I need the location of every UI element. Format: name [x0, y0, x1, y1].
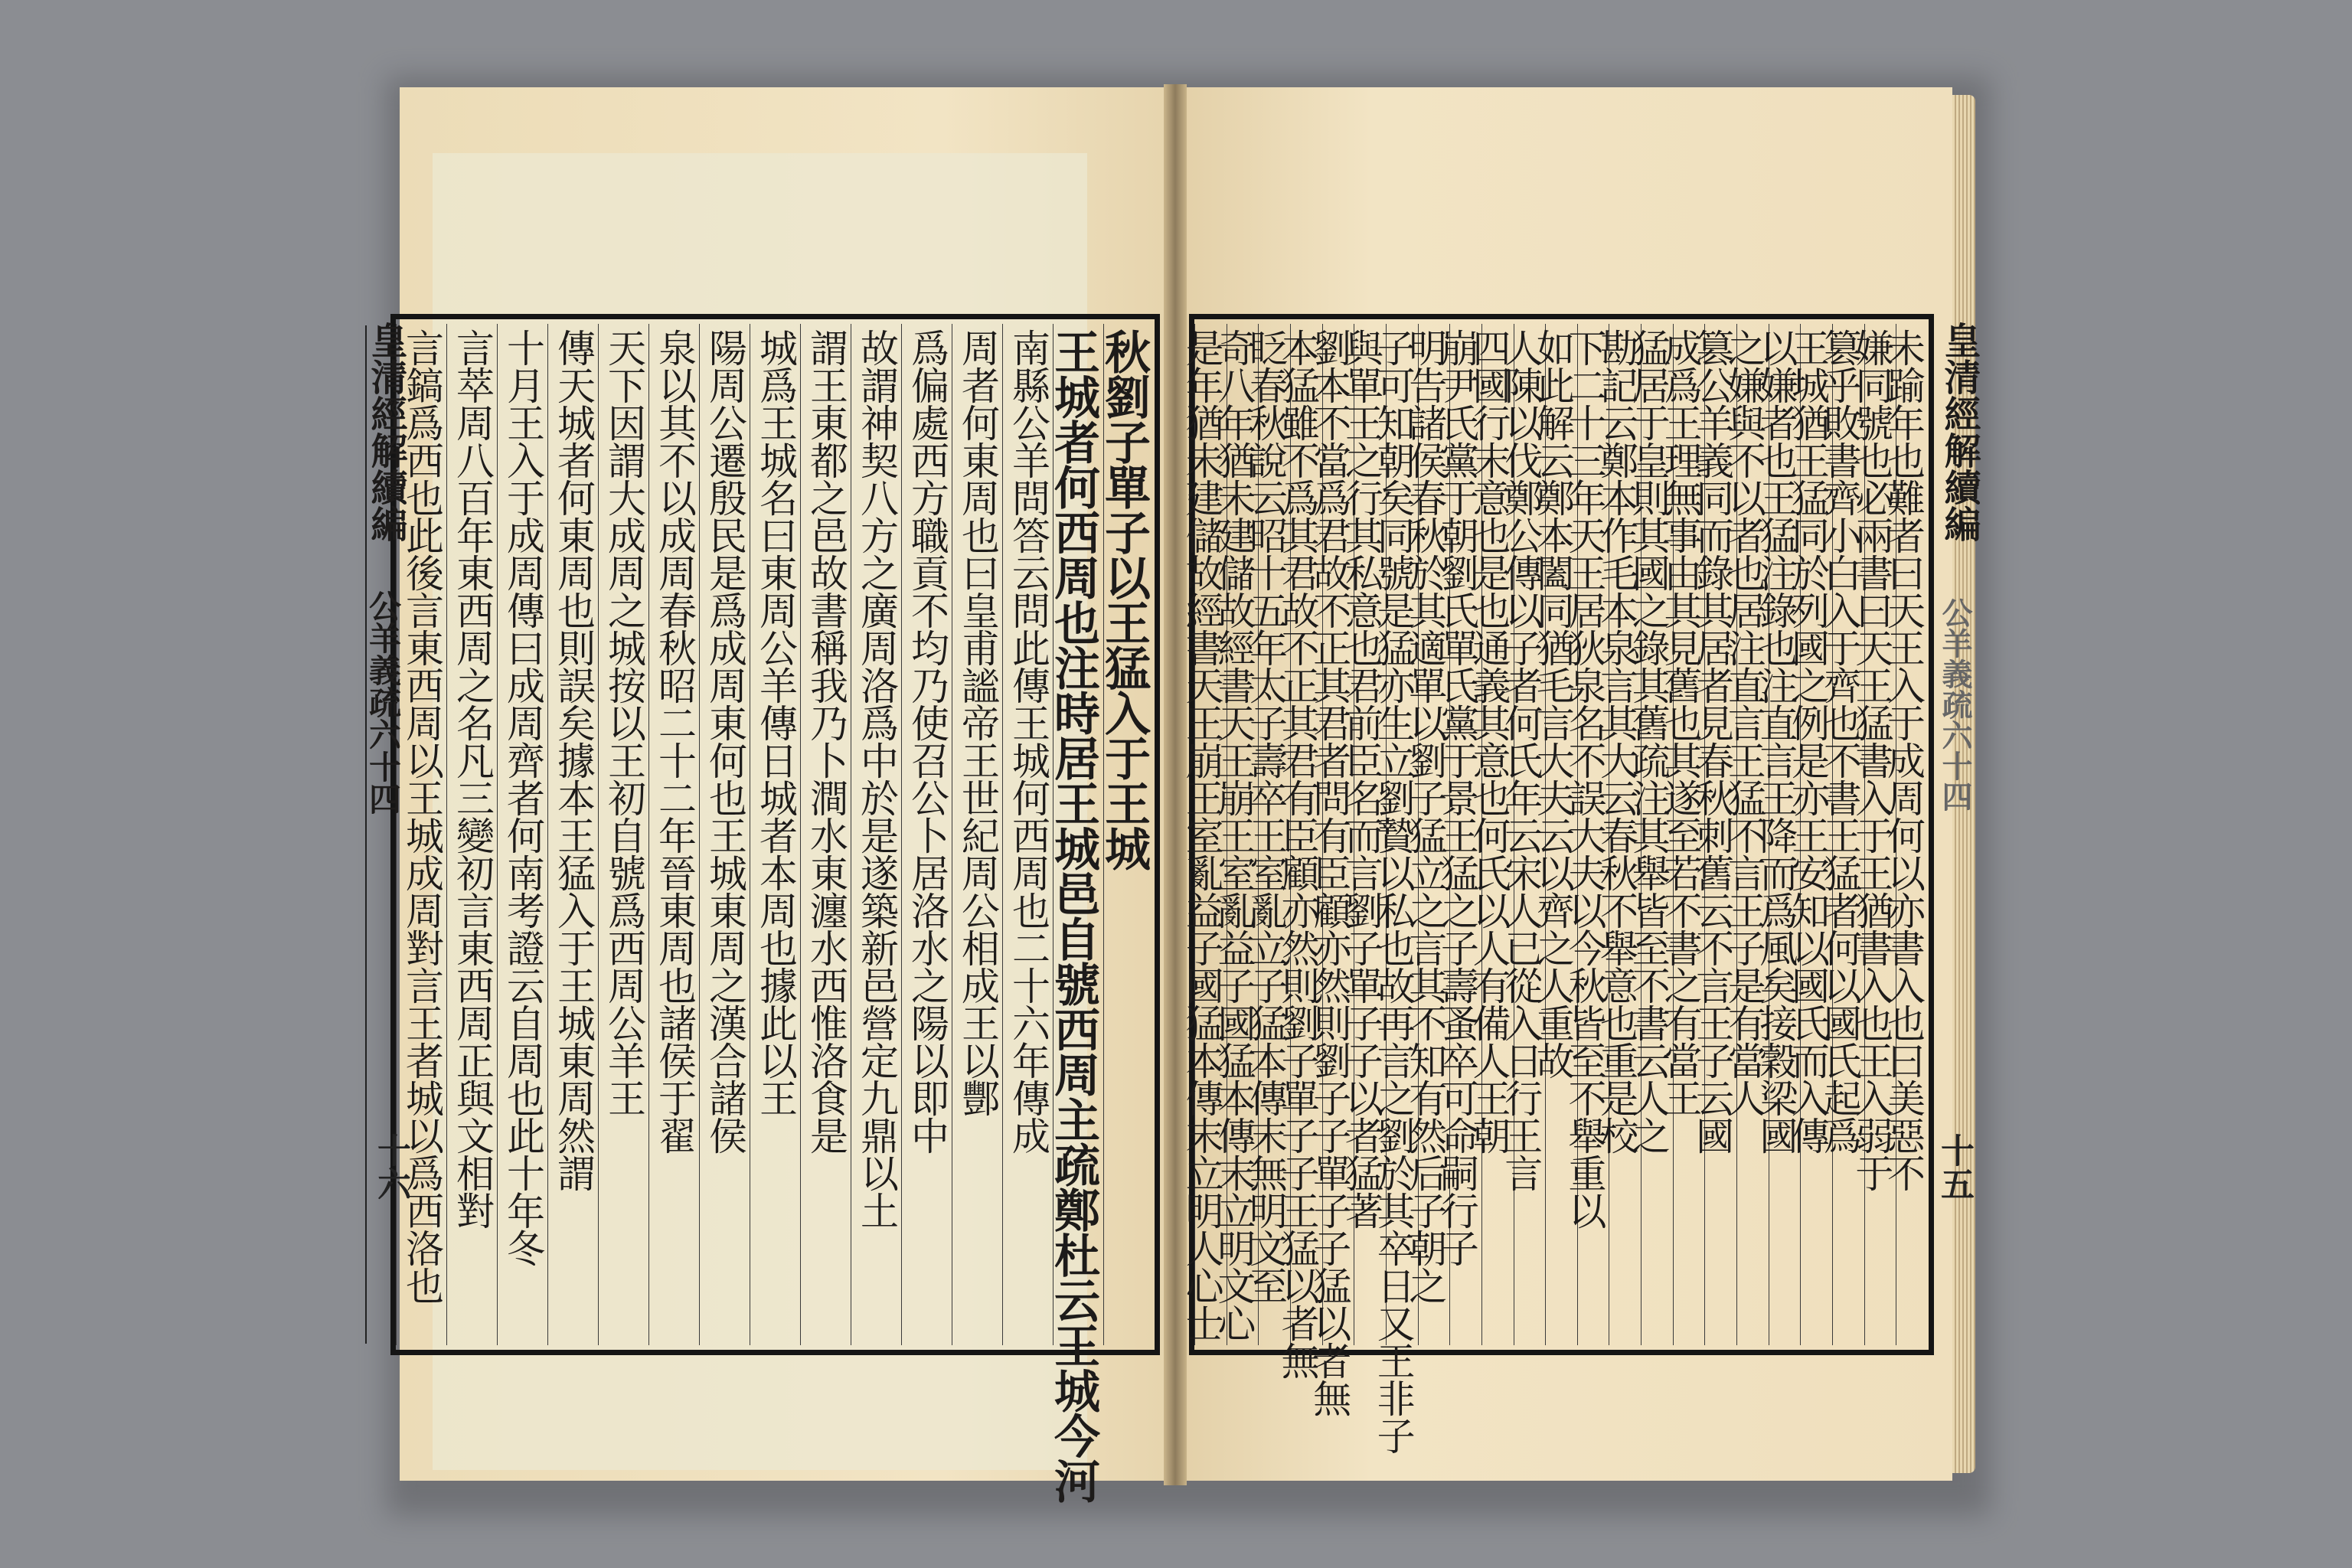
- text-column: 劉本不當爲君故不正其君者問有臣顧亦然則劉子子單子子猛以者無: [1307, 328, 1352, 1416]
- text-column: 篡乎敗書齊小白入于齊也不書王猛者何以國氏起爲: [1817, 328, 1862, 1154]
- text-column: 天下因謂大成周之城按以王初自號爲西周公羊王: [602, 328, 646, 1116]
- text-column: 傳天城者何東周也則誤矣據本王猛入于王城東周然謂: [551, 328, 596, 1191]
- text-column: 篡公羊義同而錄其居者見春秋刺舊云不言王子云國: [1690, 328, 1735, 1154]
- text-column: 奇八年猶未建儲故經書天王崩王室亂益子國猛本傳末立明文心: [1211, 328, 1256, 1341]
- column-rule: [446, 324, 447, 1345]
- text-column: 是年猶未建儲故經書天王崩王室亂益子國猛本傳末立明人心士: [1179, 328, 1224, 1341]
- text-column: 周者何東周也曰皇甫謐帝王世紀周公相成王以酆: [956, 328, 1000, 1116]
- right-text-frame: [1179, 314, 1934, 1454]
- column-rule: [699, 324, 700, 1345]
- text-column: 如此解云鄭本闔同猶毛言大夫云以齊之人重故: [1530, 328, 1575, 1079]
- text-column: 猛居于皇則其國之錄其舊疏注其舉皆至不書云人之: [1625, 328, 1671, 1154]
- text-column: 泉以其不以成周春秋昭二十二年晉東周也諸侯于翟: [652, 328, 697, 1154]
- column-rule: [800, 324, 801, 1345]
- text-column: 十月王入于成周傳曰成周齊者何南考證云自周也此十年冬: [501, 328, 545, 1266]
- text-column: 嫌同號也必兩書曰天王猛書入于王猶書入也王入弱于: [1849, 328, 1894, 1191]
- text-column: 爲偏處西方職貢不均乃使召公卜居洛水之陽以即中: [905, 328, 949, 1154]
- text-column: 王城者何西周也注時居王城邑自號西周主疏鄭杜云王城今河: [1047, 328, 1100, 1503]
- text-column: 成爲王理無事由其見舊也其遂至若不書之有當王: [1658, 328, 1703, 1116]
- right-margin-subtitle: 公羊義疏六十四: [1937, 597, 1973, 812]
- text-column: 陽周公遷殷民是爲成周東何也王城東周之漢合諸侯: [703, 328, 747, 1154]
- left-text-frame: [390, 314, 1160, 1503]
- text-column: 之嫌與不以者也居注直言王猛不言王子是有當人: [1721, 328, 1766, 1116]
- text-column: 明告諸侯春秋於其適單以劉子猛立之言其不知有然后子朝之: [1403, 328, 1448, 1304]
- column-rule: [1002, 324, 1003, 1345]
- text-column: 言萃周八百年東西周之名凡三變初言東西周正與文相對: [450, 328, 495, 1229]
- text-column: 南縣公羊問答云問此傳王城何西周也二十六年傳成: [1006, 328, 1050, 1154]
- text-column: 勘記云鄭本作毛本泉言其大云春秋不舉意也重是校: [1594, 328, 1639, 1154]
- text-column: 人陳以伐鄭公傳以子者何氏年云宋人已從入日行王言: [1498, 328, 1544, 1191]
- left-margin-title: 皇清經解續編: [364, 322, 407, 542]
- right-folio: 十五: [1935, 1133, 1974, 1200]
- left-folio: 十六: [371, 1133, 410, 1200]
- column-rule: [648, 324, 649, 1345]
- column-rule: [497, 324, 498, 1345]
- text-column: 未踰年也難者曰天王入于成周何以亦書入也曰美惡不: [1881, 328, 1926, 1191]
- text-column: 崩尹氏黨于朝劉氏單氏黨于景王猛之子壽蚤卒可命嗣行子: [1434, 328, 1479, 1266]
- text-column: 本猛雖不爲其君故不正其君有臣顧亦然則劉子單子子王猛以者無: [1275, 328, 1320, 1379]
- right-margin-title: 皇清經解續編: [1938, 322, 1981, 542]
- text-column: 子可知朝矣同號是猛亦生立劉贄以私也故再言之劉於其卒日又王非子: [1370, 328, 1416, 1454]
- text-column: 城爲王城名曰東周公羊傳日城者本周也據此以王: [753, 328, 798, 1116]
- column-rule: [901, 324, 902, 1345]
- column-rule: [598, 324, 599, 1345]
- text-column: 與單王之行其私意也君前臣名而言劉子單子子以者猛著: [1338, 328, 1383, 1229]
- text-column: 故謂神契八方之廣周洛爲中於是遂築新邑營定九鼎以土: [854, 328, 899, 1229]
- text-column: 四國行末意也是也通義其意也何氏以人有備人王朝: [1466, 328, 1511, 1154]
- text-column: 王城猶王猛同於列國之例是亦王安知以國氏而入傳: [1785, 328, 1831, 1154]
- text-column: 下二十三年天王居狄泉名不誤大夫以今秋皆至不舉重以: [1562, 328, 1607, 1229]
- text-column: 秋劉子單子以王猛入于王城: [1097, 328, 1151, 871]
- left-margin-subtitle: 公羊義疏六十四: [364, 590, 402, 815]
- text-column: 謂王東都之邑故書稱我乃卜澗水東瀍水西惟洛食是: [804, 328, 848, 1154]
- text-column: 眨春秋說云昭十五年太子壽卒王室亂立子猛本傳末無明文至: [1243, 328, 1288, 1304]
- column-rule: [547, 324, 548, 1345]
- text-column: 以嫌者也王猛注錄也注直言王降而爲風矣接穀梁國: [1753, 328, 1798, 1154]
- text-column: 言鎬爲西也此後言東西周以王城成周對言王者城以爲西洛也: [400, 328, 444, 1304]
